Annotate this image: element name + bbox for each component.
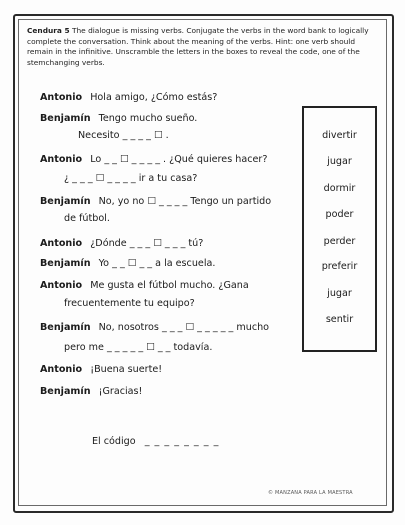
dialogue-text: ¡Gracias! (98, 386, 143, 397)
dialogue-line (40, 258, 215, 269)
word-bank (302, 106, 377, 352)
dialogue-line (40, 238, 203, 249)
word-bank-item: perder (323, 236, 356, 247)
word-bank-item: divertir (322, 130, 357, 141)
dialogue-line (40, 280, 249, 291)
dialogue-line (40, 364, 162, 375)
dialogue-line (40, 386, 142, 397)
dialogue-text: Yo _ _ ☐ _ _ a la escuela. (98, 258, 216, 269)
instructions (27, 26, 377, 68)
dialogue-text: No, nosotros _ _ _ ☐ _ _ _ _ _ mucho (98, 322, 270, 333)
code-line (92, 436, 219, 447)
speaker-name: Antonio (40, 238, 83, 249)
dialogue-text: Hola amigo, ¿Cómo estás? (90, 92, 218, 103)
code-label: El código (92, 436, 136, 447)
word-bank-item: preferir (321, 261, 358, 272)
dialogue-line (40, 154, 267, 165)
dialogue-text: Lo _ _ ☐ _ _ _ _ . ¿Qué quieres hacer? (90, 154, 268, 165)
dialogue-continuation: Necesito _ _ _ _ ☐ . (78, 130, 169, 141)
dialogue-text: ¡Buena suerte! (90, 364, 163, 375)
instructions-heading: Cendura 5 (27, 26, 70, 35)
word-bank-item: jugar (327, 288, 352, 299)
copyright-credit: © MANZANA PARA LA MAESTRA (268, 490, 353, 496)
dialogue-text: ¿Dónde _ _ _ ☐ _ _ _ tú? (90, 238, 204, 249)
speaker-name: Benjamín (40, 196, 91, 207)
speaker-name: Benjamín (40, 258, 91, 269)
speaker-name: Benjamín (40, 322, 91, 333)
dialogue-text: Tengo mucho sueño. (98, 113, 198, 124)
dialogue-text: No, yo no ☐ _ _ _ _ Tengo un partido (98, 196, 272, 207)
speaker-name: Antonio (40, 92, 83, 103)
speaker-name: Antonio (40, 154, 83, 165)
speaker-name: Antonio (40, 364, 83, 375)
speaker-name: Benjamín (40, 386, 91, 397)
dialogue-continuation: pero me _ _ _ _ _ ☐ _ _ todavía. (64, 342, 213, 353)
word-bank-item: dormir (323, 183, 356, 194)
dialogue-continuation: ¿ _ _ _ ☐ _ _ _ _ ir a tu casa? (64, 173, 198, 184)
dialogue-continuation: de fútbol. (64, 213, 110, 224)
instructions-text: The dialogue is missing verbs. Conjugate the verbs in the word bank to logically complete the conversation. Think about the meaning of the verbs. Hint: one verb should remain in the infinitive. Unscramble the letters in the boxes to reveal the code, one of the stemchanging verbs. (27, 26, 369, 67)
code-blanks: _ _ _ _ _ _ _ _ (144, 436, 220, 447)
dialogue-continuation: frecuentemente tu equipo? (64, 298, 195, 309)
dialogue-text: Me gusta el fútbol mucho. ¿Gana (90, 280, 249, 291)
dialogue-line (40, 322, 269, 333)
dialogue-line (40, 196, 271, 207)
word-bank-item: poder (325, 209, 354, 220)
speaker-name: Antonio (40, 280, 83, 291)
dialogue-line (40, 92, 217, 103)
dialogue-line (40, 113, 197, 124)
word-bank-item: jugar (327, 156, 352, 167)
speaker-name: Benjamín (40, 113, 91, 124)
word-bank-item: sentir (325, 314, 354, 325)
